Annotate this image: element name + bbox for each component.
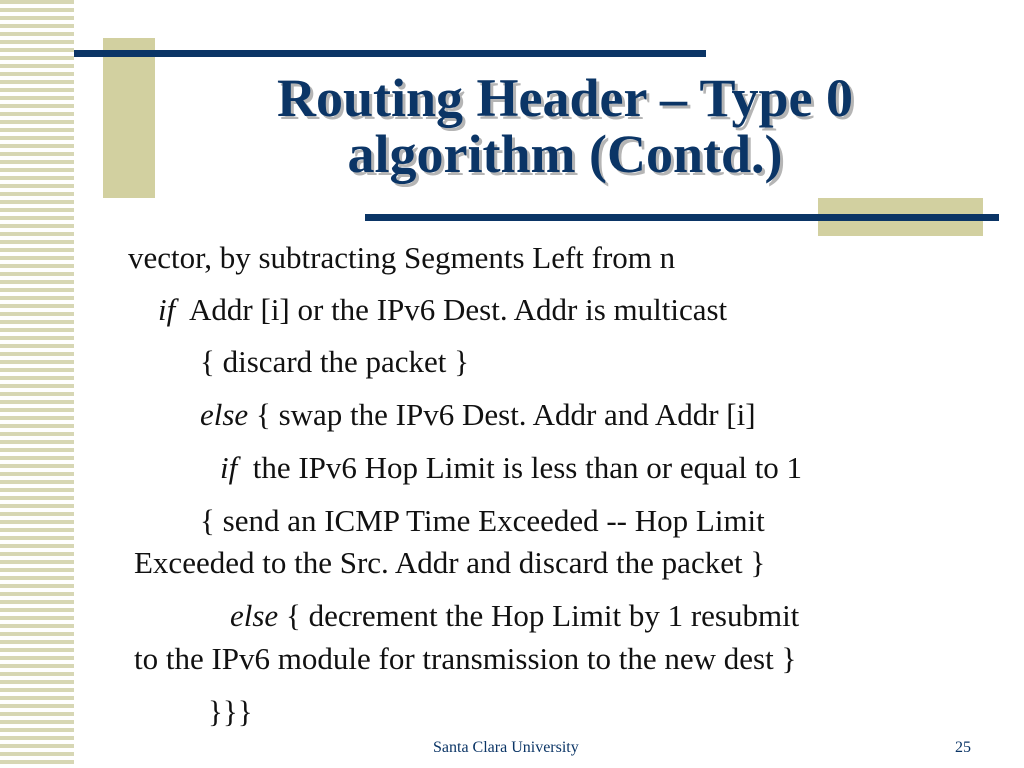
body-line-6: { send an ICMP Time Exceeded -- Hop Limit	[200, 503, 765, 538]
title-line-2: algorithm (Contd.)	[347, 124, 783, 184]
body-line-8-text: { decrement the Hop Limit by 1 resubmit	[285, 598, 800, 633]
keyword-else: else	[200, 397, 249, 432]
body-line-4	[200, 397, 756, 433]
keyword-else: else	[230, 598, 279, 633]
body-line-3: { discard the packet }	[200, 344, 470, 379]
body-line-4-text: { swap the IPv6 Dest. Addr and Addr [i]	[255, 397, 756, 432]
body-line-10: }}}	[208, 694, 253, 729]
decorative-box-top	[103, 38, 155, 198]
footer-organization: Santa Clara University	[433, 739, 579, 756]
slide-title	[160, 70, 970, 182]
decorative-line-top	[74, 50, 706, 57]
body-line-7: Exceeded to the Src. Addr and discard the packet }	[134, 545, 766, 580]
keyword-if: if	[158, 292, 176, 327]
body-line-8	[230, 598, 799, 634]
keyword-if: if	[220, 450, 238, 485]
decorative-stripes	[0, 0, 74, 768]
page-number: 25	[955, 739, 971, 756]
title-line-1: Routing Header – Type 0	[276, 68, 854, 128]
body-line-1: vector, by subtracting Segments Left from n	[128, 240, 676, 275]
body-line-2-text: Addr [i] or the IPv6 Dest. Addr is multicast	[189, 292, 728, 327]
body-line-9: to the IPv6 module for transmission to the new dest }	[134, 641, 797, 676]
decorative-line-bottom	[365, 214, 999, 221]
body-line-2	[158, 292, 727, 328]
body-line-5-text: the IPv6 Hop Limit is less than or equal to 1	[252, 450, 803, 485]
body-line-5	[220, 450, 802, 486]
